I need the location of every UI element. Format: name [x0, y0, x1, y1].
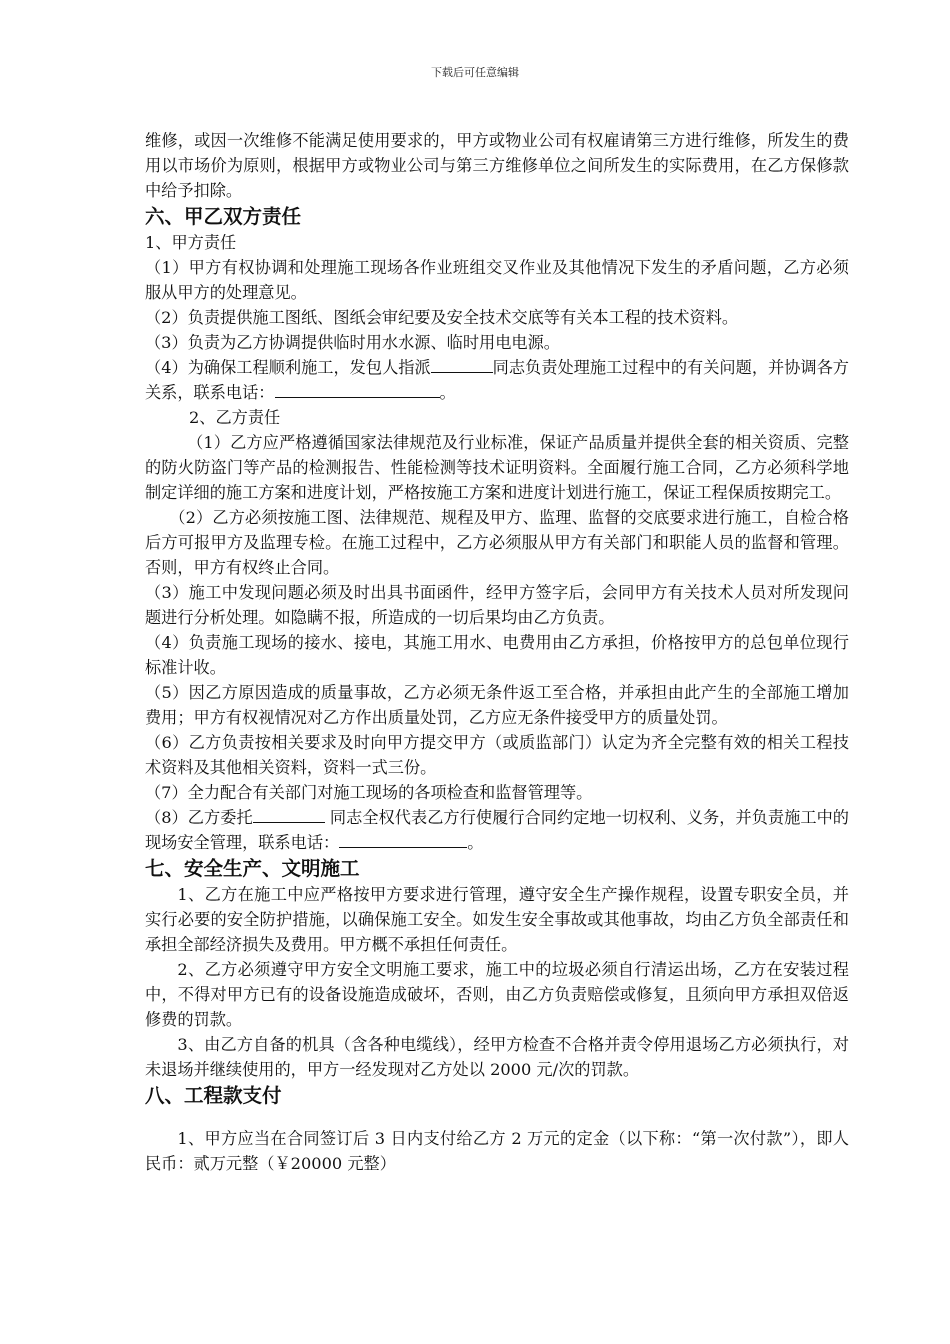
section-8-item-1: 1、甲方应当在合同签订后 3 日内支付给乙方 2 万元的定金（以下称：“第一次付款”），即人民币：贰万元整（￥20000 元整） [145, 1129, 849, 1173]
party-b-item-5: （5）因乙方原因造成的质量事故，乙方必须无条件返工至合格，并承担由此产生的全部施工增加费用；甲方有权视情况对乙方作出质量处罚，乙方应无条件接受甲方的质量处罚。 [145, 683, 849, 727]
document-body [145, 128, 849, 1176]
party-a-item-4 [145, 355, 849, 405]
party-b-item-2: （2）乙方必须按施工图、法律规范、规程及甲方、监理、监督的交底要求进行施工，自检合格后方可报甲方及监理专检。在施工过程中，乙方必须服从甲方有关部门和职能人员的监督和管理。否则，甲方有权终止合同。 [145, 508, 849, 577]
page-header: 下载后可任意编辑 [431, 66, 519, 79]
party-b-item-8-middle: 同志全权代表乙方行使履行合同约定地一切权利、义务，并负责施工中的现场安全管理，联系电话： [145, 808, 849, 852]
party-a-item-3: （3）负责为乙方协调提供临时用水水源、临时用电电源。 [145, 333, 560, 352]
name-blank [253, 808, 325, 823]
section-7-item-1: 1、乙方在施工中应严格按甲方要求进行管理，遵守安全生产操作规程，设置专职安全员，并实行必要的安全防护措施，以确保施工安全。如发生安全事故或其他事故，均由乙方负全部责任和承担全部经济损失及费用。甲方概不承担任何责任。 [145, 885, 849, 954]
name-blank [431, 358, 493, 373]
section-6-heading: 六、甲乙双方责任 [145, 205, 302, 228]
party-b-item-8 [145, 805, 849, 855]
party-a-title: 1、甲方责任 [145, 233, 237, 252]
party-b-item-8-end: 。 [467, 833, 484, 852]
party-b-title: 2、乙方责任 [189, 408, 281, 427]
party-b-item-3: （3）施工中发现问题必须及时出具书面函件，经甲方签字后，会同甲方有关技术人员对所发现问题进行分析处理。如隐瞒不报，所造成的一切后果均由乙方负责。 [145, 583, 849, 627]
section-8-heading: 八、工程款支付 [145, 1084, 282, 1107]
section-7-heading: 七、安全生产、文明施工 [145, 857, 360, 880]
intro-paragraph: 维修，或因一次维修不能满足使用要求的，甲方或物业公司有权雇请第三方进行维修，所发生的费用以市场价为原则，根据甲方或物业公司与第三方维修单位之间所发生的实际费用，在乙方保修款中给予扣除。 [145, 131, 849, 200]
party-b-item-8-start: （8）乙方委托 [145, 808, 253, 827]
party-b-item-1: （1）乙方应严格遵循国家法律规范及行业标准，保证产品质量并提供全套的相关资质、完整的防火防盗门等产品的检测报告、性能检测等技术证明资料。全面履行施工合同，乙方必须科学地制定详细的施工方案和进度计划，严格按施工方案和进度计划进行施工，保证工程保质按期完工。 [145, 433, 849, 502]
phone-blank [339, 833, 467, 848]
party-a-item-4-start: （4）为确保工程顺利施工，发包人指派 [145, 358, 431, 377]
party-a-item-2: （2）负责提供施工图纸、图纸会审纪要及安全技术交底等有关本工程的技术资料。 [145, 308, 739, 327]
party-a-item-4-middle: 同志负责处理施工过程中的有关问题，并协调各方关系，联系电话： [145, 358, 849, 402]
section-7-item-2: 2、乙方必须遵守甲方安全文明施工要求，施工中的垃圾必须自行清运出场，乙方在安装过程中，不得对甲方已有的设备设施造成破坏，否则，由乙方负责赔偿或修复，且须向甲方承担双倍返修费的罚款。 [145, 960, 849, 1029]
party-a-item-1: （1）甲方有权协调和处理施工现场各作业班组交叉作业及其他情况下发生的矛盾问题，乙方必须服从甲方的处理意见。 [145, 258, 849, 302]
party-b-item-6: （6）乙方负责按相关要求及时向甲方提交甲方（或质监部门）认定为齐全完整有效的相关工程技术资料及其他相关资料，资料一式三份。 [145, 733, 849, 777]
party-b-item-4: （4）负责施工现场的接水、接电，其施工用水、电费用由乙方承担，价格按甲方的总包单位现行标准计收。 [145, 633, 849, 677]
phone-blank [275, 383, 440, 398]
party-b-item-7: （7）全力配合有关部门对施工现场的各项检查和监督管理等。 [145, 783, 593, 802]
party-a-item-4-end: 。 [439, 383, 456, 402]
section-7-item-3: 3、由乙方自备的机具（含各种电缆线），经甲方检查不合格并责令停用退场乙方必须执行，对未退场并继续使用的，甲方一经发现对乙方处以 2000 元/次的罚款。 [145, 1035, 849, 1079]
spacer [145, 1109, 849, 1126]
